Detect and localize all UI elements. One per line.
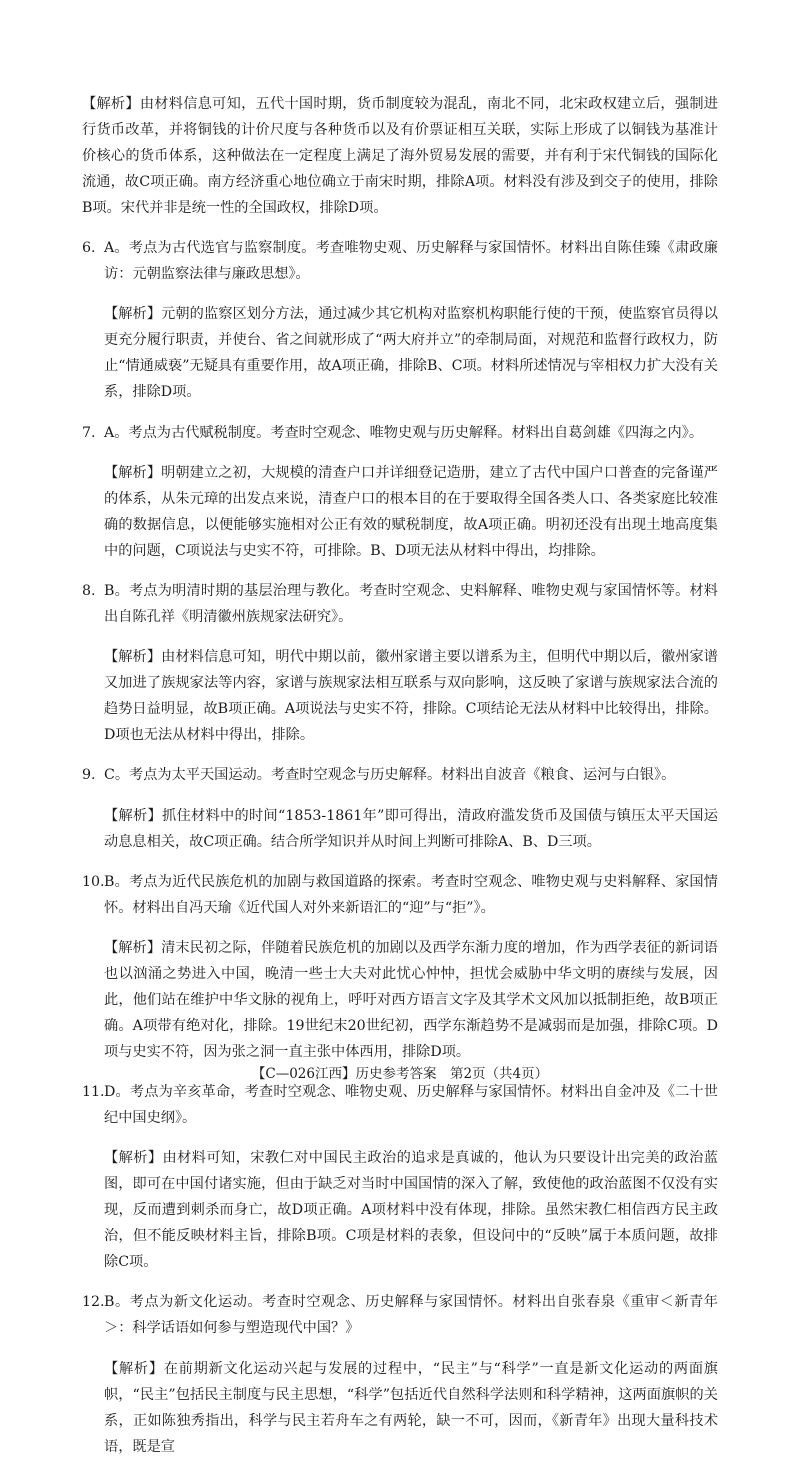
answer-item-head [82,869,718,921]
answer-items [82,235,718,1459]
answer-number: 12. [82,1294,105,1311]
answer-summary: D。考点为辛亥革命，考查时空观念、唯物史观、历史解释与家国情怀。材料出自金冲及《二十世纪中国史纲》。 [104,1084,718,1127]
answer-summary: B。考点为明清时期的基层治理与教化。考查时空观念、史料解释、唯物史观与家国情怀等。材料出自陈孔祥《明清徽州族规家法研究》。 [104,582,718,625]
answer-analysis: 【解析】清末民初之际，伴随着民族危机的加剧以及西学东渐力度的增加，作为西学表征的新词语也以汹涌之势进入中国，晚清一些士大夫对此忧心忡忡，担忧会威胁中华文明的赓续与发展，因此，他们站在维护中华文脉的视角上，呼吁对西方语言文字及其学术文风加以抵制拒绝，故B项正确。A项带有绝对化，排除。19世纪末20世纪初，西学东渐趋势不是减弱而是加强，排除C项。D项与史实不符，因为张之洞一直主张中体西用，排除D项。 [104,939,718,1060]
answer-item [82,762,718,854]
answer-item-head [82,420,718,446]
answer-item-head [82,762,718,788]
answer-item [82,1289,718,1459]
answer-summary: B。考点为近代民族危机的加剧与救国道路的探索。考查时空观念、唯物史观与史料解释、家国情怀。材料出自冯天瑜《近代国人对外来新语汇的“迎”与“拒”》。 [104,873,718,916]
answer-analysis: 【解析】元朝的监察区划分方法，通过减少其它机构对监察机构职能行使的干预，使监察官员得以更充分履行职责，并使台、省之间就形成了“两大府并立”的牵制局面，对规范和监督行政权力，防止“情通威亵”无疑具有重要作用，故A项正确，排除B、C项。材料所述情况与宰相权力扩大没有关系，排除D项。 [104,306,718,401]
page-footer: 【C—026江西】历史参考答案 第2页（共4页） [251,1066,549,1082]
answer-number: 8. [82,582,96,599]
answer-item-head [82,235,718,287]
answer-analysis: 【解析】由材料信息可知，明代中期以前，徽州家谱主要以谱系为主，但明代中期以后，徽州家谱又加进了族规家法等内容，家谱与族规家法相互联系与双向影响，这反映了家谱与族规家法合流的趋势日益明显，故B项正确。A项说法与史实不符，排除。C项结论无法从材料中比较得出，排除。D项也无法从材料中得出，排除。 [104,649,718,744]
answer-item-head [82,1079,718,1131]
answer-number: 6. [82,240,96,257]
answer-number: 11. [82,1084,105,1101]
answer-analysis: 【解析】明朝建立之初，大规模的清查户口并详细登记造册，建立了古代中国户口普查的完备谨严的体系，从朱元璋的出发点来说，清查户口的根本目的在于要取得全国各类人口、各类家庭比较准确的数据信息，以便能够实施相对公正有效的赋税制度，故A项正确。明初还没有出现土地高度集中的问题，C项说法与史实不符，可排除。B、D项无法从材料中得出，均排除。 [104,464,718,559]
answer-item [82,869,718,1065]
answer-summary: A。考点为古代赋税制度。考查时空观念、唯物史观与历史解释。材料出自葛剑雄《四海之内》。 [104,424,704,441]
answer-number: 10. [82,873,105,890]
answer-summary: A。考点为古代选官与监察制度。考查唯物史观、历史解释与家国情怀。材料出自陈佳臻《肃政廉访：元朝监察法律与廉政思想》。 [104,240,718,283]
answer-summary: C。考点为太平天国运动。考查时空观念与历史解释。材料出自波音《粮食、运河与白银》。 [104,767,676,784]
answer-item [82,420,718,564]
answer-item-head [82,1289,718,1341]
answer-analysis: 【解析】抓住材料中的时间“1853-1861年”即可得出，清政府滥发货币及国债与镇压太平天国运动息息相关，故C项正确。结合所学知识并从时间上判断可排除A、B、D三项。 [104,807,718,850]
answer-item [82,578,718,748]
answer-item [82,1079,718,1275]
answer-analysis: 【解析】由材料可知，宋教仁对中国民主政治的追求是真诚的，他认为只要设计出完美的政治蓝图，即可在中国付诸实施，但由于缺乏对当时中国国情的深入了解，致使他的政治蓝图不仅没有实现，反而遭到刺杀而身亡，故D项正确。A项材料中没有体现，排除。虽然宋教仁相信西方民主政治，但不能反映材料主旨，排除B项。C项是材料的表象，但设问中的“反映”属于本质问题，故排除C项。 [104,1150,718,1271]
answer-analysis: 【解析】在前期新文化运动兴起与发展的过程中，“民主”与“科学”一直是新文化运动的两面旗帜，“民主”包括民主制度与民主思想，“科学”包括近代自然科学法则和科学精神，这两面旗帜的关系，正如陈独秀指出，科学与民主若舟车之有两轮，缺一不可，因而，《新青年》出现大量科技术语，既是宣 [104,1360,718,1455]
answer-summary: B。考点为新文化运动。考查时空观念、历史解释与家国情怀。材料出自张春泉《重审＜新青年＞：科学话语如何参与塑造现代中国？》 [104,1294,718,1337]
answer-item [82,235,718,405]
answer-content [82,91,718,1460]
answer-number: 7. [82,424,96,441]
answer-number: 9. [82,767,96,784]
intro-analysis: 【解析】由材料信息可知，五代十国时期，货币制度较为混乱，南北不同，北宋政权建立后，强制进行货币改革，并将铜钱的计价尺度与各种货币以及有价票证相互关联，实际上形成了以铜钱为基准计价核心的货币体系，这种做法在一定程度上满足了海外贸易发展的需要，并有利于宋代铜钱的国际化流通，故C项正确。南方经济重心地位确立于南宋时期，排除A项。材料没有涉及到交子的使用，排除B项。宋代并非是统一性的全国政权，排除D项。 [82,96,718,216]
answer-item-head [82,578,718,630]
